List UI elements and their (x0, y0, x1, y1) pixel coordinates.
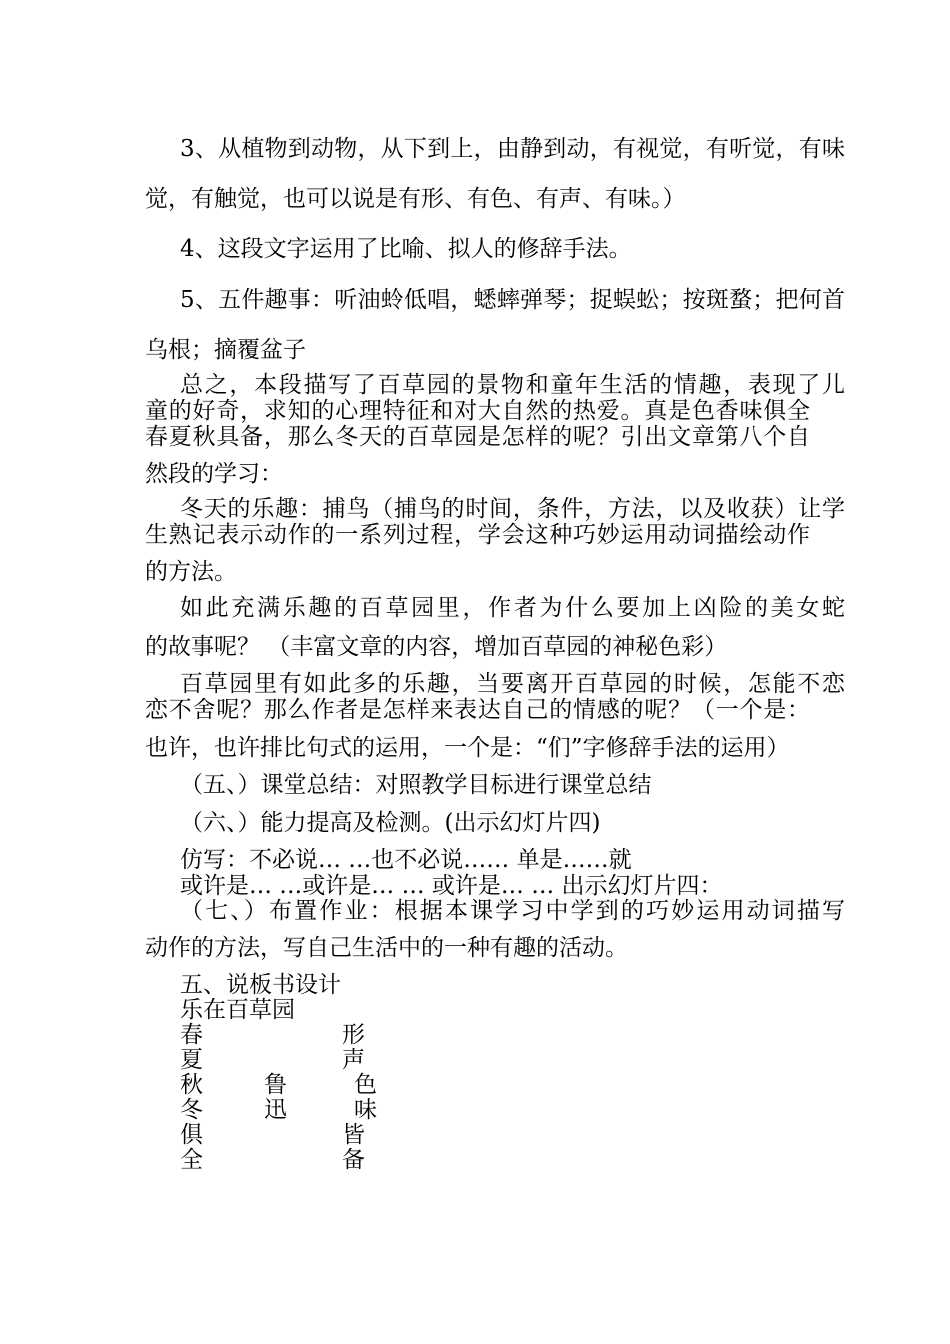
text-line: 3、从植物到动物，从下到上，由静到动，有视觉，有听觉，有味 (180, 136, 845, 162)
text-line: 冬天的乐趣：捕鸟（捕鸟的时间，条件，方法，以及收获）让学 (180, 496, 845, 522)
board-right-char: 备 (342, 1147, 365, 1173)
board-left-char: 春 (180, 1022, 203, 1048)
board-author-char: 鲁 (264, 1072, 287, 1098)
board-left-char: 秋 (180, 1072, 203, 1098)
text-line: 5、五件趣事：听油蛉低唱，蟋蟀弹琴；捉蜈蚣；按斑蝥；把何首 (180, 287, 845, 313)
text-line: 如此充满乐趣的百草园里，作者为什么要加上凶险的美女蛇 (180, 595, 845, 621)
board-right-char: 形 (342, 1022, 365, 1048)
text-line: 的故事呢？ （丰富文章的内容，增加百草园的神秘色彩） (145, 634, 728, 660)
text-line: 动作的方法，写自己生活中的一种有趣的活动。 (145, 935, 628, 961)
board-title: 乐在百草园 (180, 997, 295, 1023)
text-line: 总之，本段描写了百草园的景物和童年生活的情趣，表现了儿 (180, 372, 845, 398)
board-right-char: 声 (342, 1047, 365, 1073)
text-line: （六、）能力提高及检测。(出示幻灯片四) (180, 810, 601, 836)
board-author-char: 迅 (264, 1097, 287, 1123)
board-right-char: 皆 (342, 1122, 365, 1148)
board-left-char: 夏 (180, 1047, 203, 1073)
text-line: （五、）课堂总结：对照教学目标进行课堂总结 (180, 772, 652, 798)
text-line: 的方法。 (145, 559, 237, 585)
board-heading: 五、说板书设计 (180, 972, 341, 998)
text-line: （七、）布置作业：根据本课学习中学到的巧妙运用动词描写 (180, 898, 845, 924)
text-line: 童的好奇，求知的心理特征和对大自然的热爱。真是色香味俱全 (145, 398, 810, 424)
text-line: 仿写：不必说… …也不必说…… 单是……就 (180, 847, 632, 873)
text-line: 然段的学习： (145, 461, 283, 487)
text-line: 百草园里有如此多的乐趣，当要离开百草园的时候，怎能不恋 (180, 671, 845, 697)
text-line: 生熟记表示动作的一系列过程，学会这种巧妙运用动词描绘动作 (145, 522, 810, 548)
board-left-char: 俱 (180, 1122, 203, 1148)
text-line: 也许，也许排比句式的运用，一个是：“们”字修辞手法的运用） (145, 735, 790, 761)
board-left-char: 全 (180, 1147, 203, 1173)
text-line: 或许是… …或许是… … 或许是… … 出示幻灯片四： (180, 873, 723, 899)
board-right-char: 色 (354, 1072, 377, 1098)
board-left-char: 冬 (180, 1097, 203, 1123)
text-line: 恋不舍呢？那么作者是怎样来表达自己的情感的呢？（一个是： (145, 697, 810, 723)
text-line: 4、这段文字运用了比喻、拟人的修辞手法。 (180, 236, 632, 262)
text-line: 春夏秋具备，那么冬天的百草园是怎样的呢？引出文章第八个自 (145, 424, 810, 450)
text-line: 觉，有触觉，也可以说是有形、有色、有声、有味。） (145, 186, 686, 212)
board-right-char: 味 (354, 1097, 377, 1123)
text-line: 乌根；摘覆盆子 (145, 337, 306, 363)
